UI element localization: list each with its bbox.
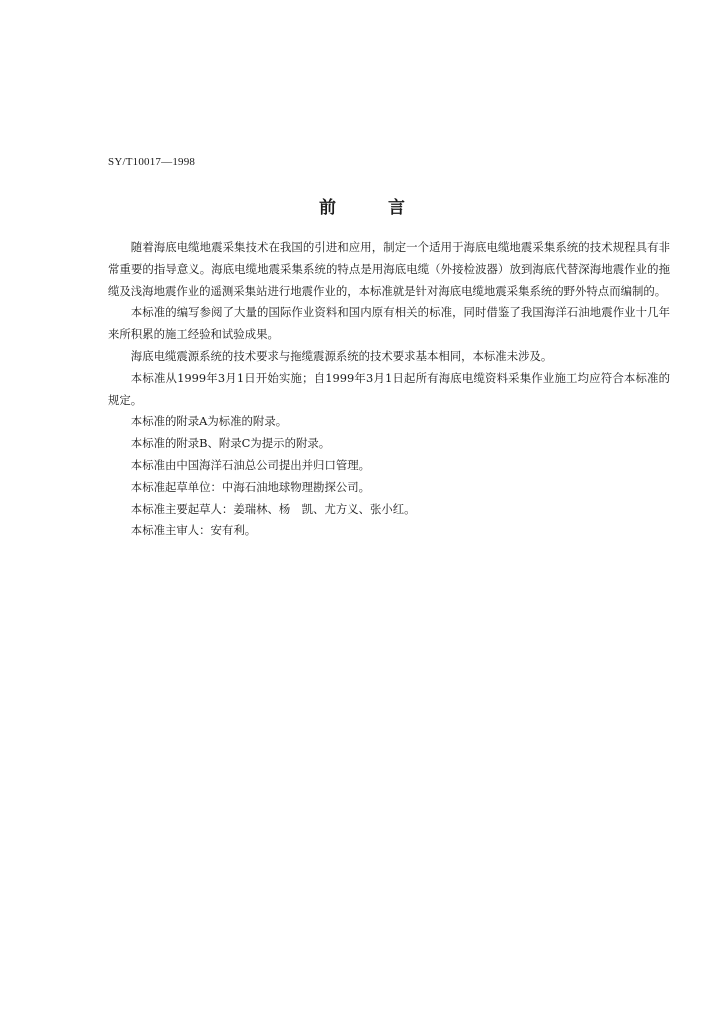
paragraph-source-system: 海底电缆震源系统的技术要求与拖缆震源系统的技术要求基本相同，本标准未涉及。 <box>130 348 553 363</box>
preface-body <box>108 237 670 542</box>
paragraph-drafters: 本标准主要起草人：姜瑞林、杨 凯、尤方义、张小红。 <box>130 501 416 516</box>
paragraph-references: 本标准的编写参阅了大量的国际作业资料和国内原有相关的标准，同时借鉴了我国海洋石油地震作业十几年来所积累的施工经验和试验成果。 <box>108 305 670 342</box>
page-title: 前言 <box>319 198 457 218</box>
paragraph-drafting-unit: 本标准起草单位：中海石油地球物理勘探公司。 <box>130 479 371 494</box>
paragraph-chief-reviewer: 本标准主审人：安有利。 <box>130 523 257 538</box>
paragraph-proposer: 本标准由中国海洋石油总公司提出并归口管理。 <box>130 457 371 472</box>
paragraph-appendix-a: 本标准的附录A为标准的附录。 <box>130 414 288 429</box>
standard-code: SY/T10017—1998 <box>108 156 196 168</box>
paragraph-effective-date: 本标准从1999年3月1日开始实施；自1999年3月1日起所有海底电缆资料采集作业施工均应符合本标准的规定。 <box>108 370 670 407</box>
paragraph-appendix-bc: 本标准的附录B、附录C为提示的附录。 <box>130 436 331 451</box>
paragraph-intro: 随着海底电缆地震采集技术在我国的引进和应用，制定一个适用于海底电缆地震采集系统的技术规程具有非常重要的指导意义。海底电缆地震采集系统的特点是用海底电缆（外接检波器）放到海底代替深海地震作业的拖缆及浅海地震作业的遥测采集站进行地震作业的，本标准就是针对海底电缆地震采集系统的野外特点而编制的。 <box>108 240 670 298</box>
